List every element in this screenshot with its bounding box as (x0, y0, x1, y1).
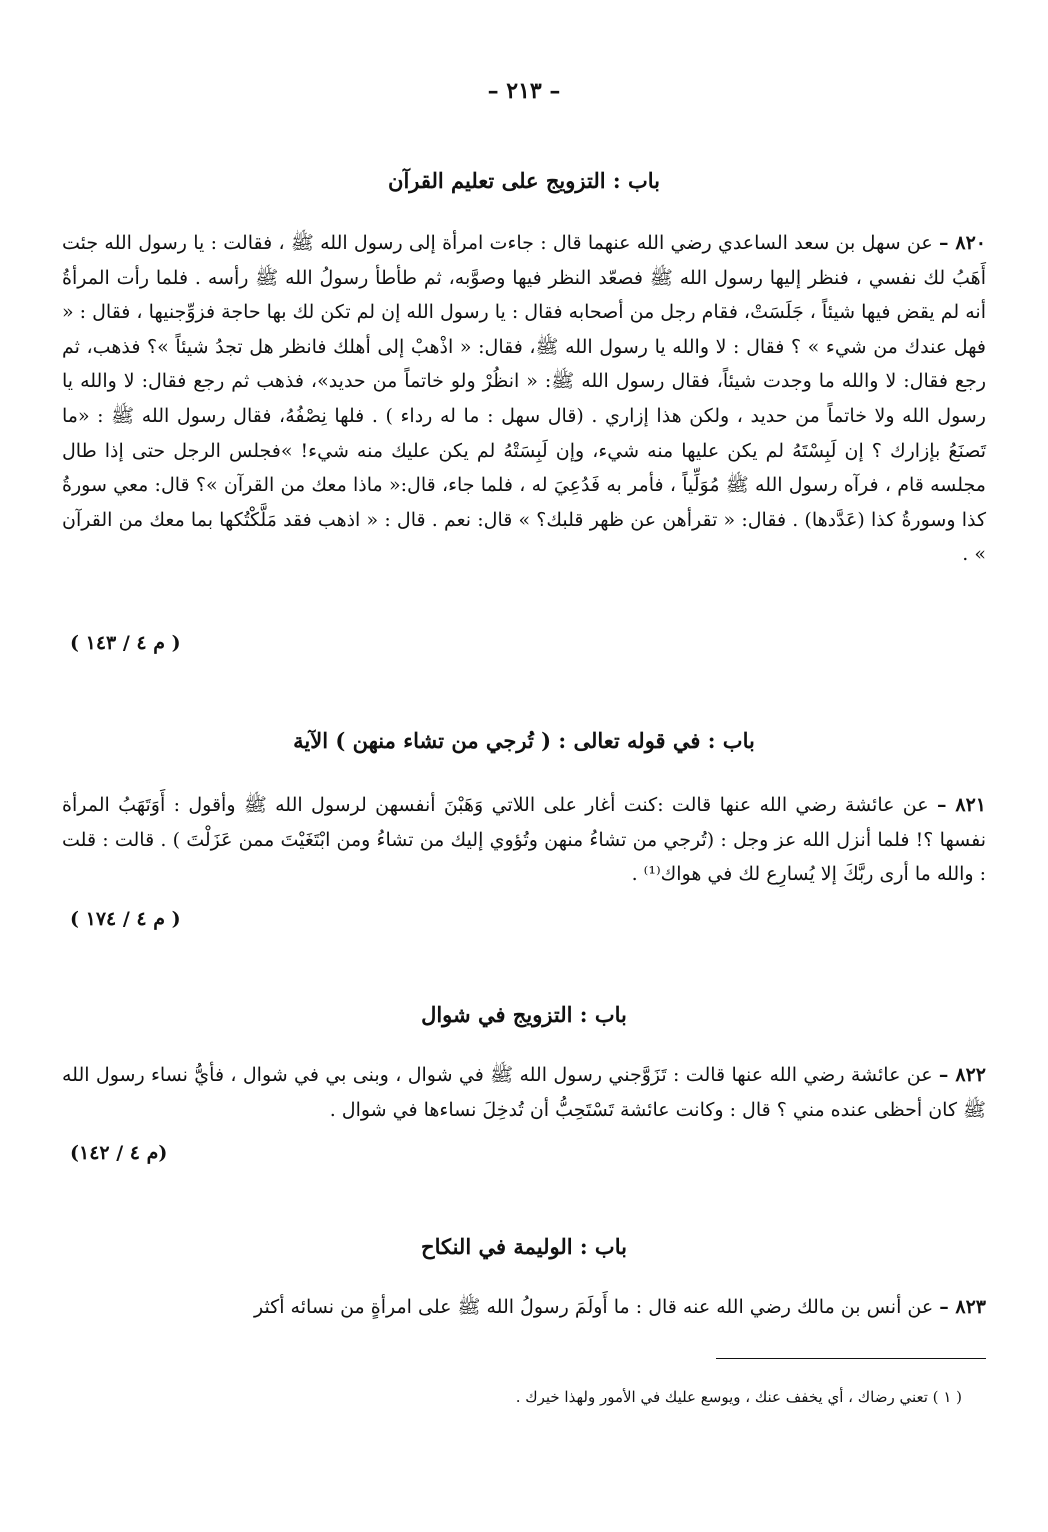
hadith-reference: (م ٤ / ١٤٢) (70, 1142, 168, 1164)
section-heading-1: باب : التزويج على تعليم القرآن (388, 168, 660, 193)
hadith-number: ٨٢٣ – (939, 1296, 986, 1318)
hadith-822 (62, 1058, 986, 1127)
page-number: – ٢١٣ – (487, 78, 561, 104)
hadith-reference: ( م ٤ / ١٤٣ ) (70, 632, 181, 654)
hadith-823 (62, 1290, 986, 1325)
hadith-text: عن عائشة رضي الله عنها قالت : تَزَوَّجني رسول الله ﷺ في شوال ، وبنى بي في شوال ، فأيُّ نساء رسول الله ﷺ كان أحظى عنده مني ؟ قال : وكانت عائشة تَسْتَحِبُّ أن تُدخِلَ نساءها في شوال . (62, 1064, 986, 1121)
hadith-text: عن عائشة رضي الله عنها قالت :كنت أغار على اللاتي وَهَبْنَ أنفسهن لرسول الله ﷺ وأقول : أَوَتَهَبُ المرأة نفسها ؟! فلما أنزل الله عز وجل : (تُرجي من تشاءُ منهن وتُؤوي إليك من تشاءُ ومن ابْتَغَيْتَ ممن عَزَلْتَ ) . قالت : قلت : والله ما أرى ربَّكَ إلا يُسارِع لك في هواك⁽¹⁾ . (62, 794, 986, 886)
section-heading-2: باب : في قوله تعالى : ( تُرجي من تشاء منهن ) الآية (293, 728, 755, 753)
hadith-number: ٨٢١ – (936, 794, 986, 816)
footnote: ( ١ ) تعني رضاك ، أي يخفف عنك ، ويوسع عليك في الأمور ولهذا خيرك . (515, 1388, 962, 1406)
hadith-reference: ( م ٤ / ١٧٤ ) (70, 908, 181, 930)
hadith-number: ٨٢٢ – (938, 1064, 986, 1086)
hadith-text: عن سهل بن سعد الساعدي رضي الله عنهما قال : جاءت امرأة إلى رسول الله ﷺ ، فقالت : يا رسول الله جئت أَهَبُ لك نفسي ، فنظر إليها رسول الله ﷺ فصعّد النظر فيها وصوَّبه، ثم طأطأ رسولُ الله ﷺ رأسه . فلما رأت المرأةُ أنه لم يقض فيها شيئاً ، جَلَسَتْ، فقام رجل من أصحابه فقال : يا رسول الله إن لم تكن لك بها حاجة فزوِّجنيها ، فقال : « فهل عندك من شيء » ؟ فقال : لا والله يا رسول الله ﷺ، فقال: « اذْهبْ إلى أهلك فانظر هل تجدُ شيئاً »؟ فذهب، ثم رجع فقال: لا والله ما وجدت شيئاً، فقال رسول الله ﷺ: « انظُرْ ولو خاتماً من حديد»، فذهب ثم رجع فقال: لا والله يا رسول الله ولا خاتماً من حديد ، ولكن هذا إزاري . (قال سهل : ما له رداء ) . فلها نِصْفُهُ، فقال رسول الله ﷺ : «ما تَصنَعُ بإزارك ؟ إن لَبِسْتَهُ لم يكن عليها منه شيء، وإن لَبِسَتْهُ لم يكن عليك منه شيء! »فجلس الرجل حتى إذا طال مجلسه قام ، فرآه رسول الله ﷺ مُوَلِّياً ، فأمر به فَدُعِيَ له ، فلما جاء، قال:« ماذا معك من القرآن »؟ قال: معي سورةُ كذا وسورةُ كذا (عَدَّدها) . فقال: « تقرأهن عن ظهر قلبك؟ » قال: نعم . قال : « اذهب فقد مَلَّكْتُكها بما معك من القرآن » . (62, 232, 986, 566)
section-heading-3: باب : التزويج في شوال (421, 1002, 627, 1027)
hadith-number: ٨٢٠ – (939, 232, 986, 254)
hadith-820 (62, 226, 986, 572)
section-heading-4: باب : الوليمة في النكاح (421, 1234, 627, 1259)
hadith-text: عن أنس بن مالك رضي الله عنه قال : ما أَولَمَ رسولُ الله ﷺ على امرأةٍ من نسائه أكثر (253, 1296, 934, 1318)
footnote-divider (716, 1358, 986, 1359)
hadith-821 (62, 788, 986, 892)
